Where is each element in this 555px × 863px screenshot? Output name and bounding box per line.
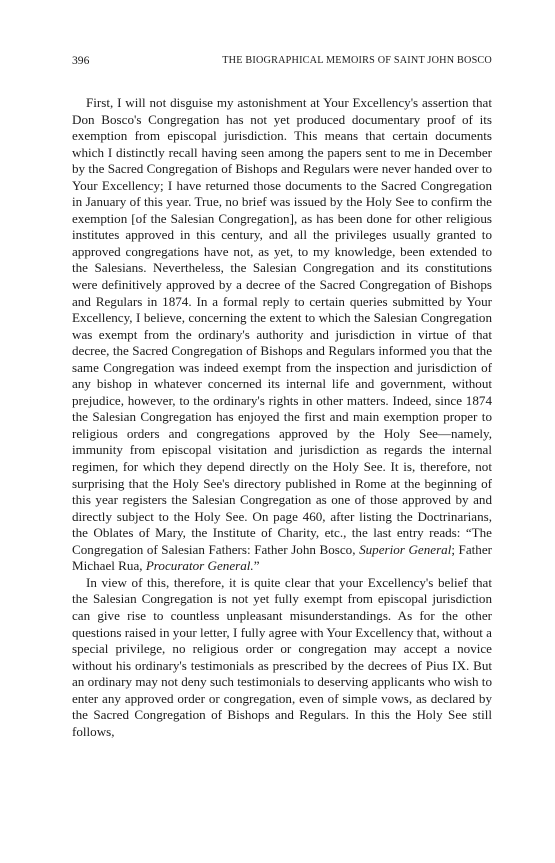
paragraph-1-text-middle: ; Father Michael Rua, <box>72 541 492 574</box>
running-head: THE BIOGRAPHICAL MEMOIRS OF SAINT JOHN BOSCO <box>222 55 492 66</box>
body-text <box>72 95 492 740</box>
closing-quote: ” <box>253 558 260 574</box>
page-number: 396 <box>72 54 90 67</box>
paragraph-1-text: First, I will not disguise my astonishment at Your Excellency's assertion that Don Bosco's Congregation has not yet produced documentary proof of its exemption from episcopal jurisdiction. This means that certain documents which I distinctly recall having seen among the papers sent to me in December by the Sacred Congregation of Bishops and Regulars were never handed over to Your Excellency; I have returned those documents to the Sacred Congregation in January of this year. True, no brief was issued by the Holy See to confirm the exemption [of the Salesian Congregation], as has been done for other religious institutes approved in this century, and all the privileges usually granted to approved congregations have not, as yet, to my knowledge, been extended to the Salesians. Nevertheless, the Salesian Congregation and its constitutions were definitively approved by a decree of the Sacred Congregation of Bishops and Regulars in 1874. In a formal reply to certain queries submitted by Your Excellency, I believe, concerning the extent to which the Salesian Congregation was exempt from the ordinary's authority and jurisdiction in virtue of that decree, the Sacred Congregation of Bishops and Regulars informed you that the same Congregation was indeed exempt from the inspection and jurisdiction of any bishop in whatever concerned its internal life and government, without prejudice, however, to the ordinary's rights in other matters. Indeed, since 1874 the Salesian Congregation has enjoyed the first and main exemption proper to religious orders and congregations approved by the Holy See—namely, immunity from episcopal visitation and jurisdiction as regards the internal regimen, for which they depend directly on the Holy See. It is, therefore, not surprising that the Holy See's directory published in Rome at the beginning of this year registers the Salesian Congregation as one of those approved by and directly subject to the Holy See. On page 460, after listing the Doctrinarians, the Oblates of Mary, the Institute of Charity, etc., the last entry reads: “The Congregation of Salesian Fathers: Father John Bosco, <box>72 95 492 557</box>
paragraph-1 <box>72 95 492 575</box>
superior-general-title: Superior General <box>359 541 452 557</box>
paragraph-2: In view of this, therefore, it is quite clear that your Excellency's belief that the Salesian Congregation is not yet fully exempt from episcopal jurisdiction can give rise to countless unpleasant misunderstandings. As for the other questions raised in your letter, I fully agree with Your Excellency that, without a special privilege, no religious order or congregation may accept a novice without his ordinary's testimonials as prescribed by the decrees of Pius IX. But an ordinary may not deny such testimonials to deserving applicants who wish to enter any approved order or congregation, even of simple vows, as declared by the Sacred Congregation of Bishops and Regulars. In this the Holy See still follows, <box>72 574 492 739</box>
procurator-general-title: Procurator General. <box>145 558 254 574</box>
page-header <box>72 53 492 69</box>
